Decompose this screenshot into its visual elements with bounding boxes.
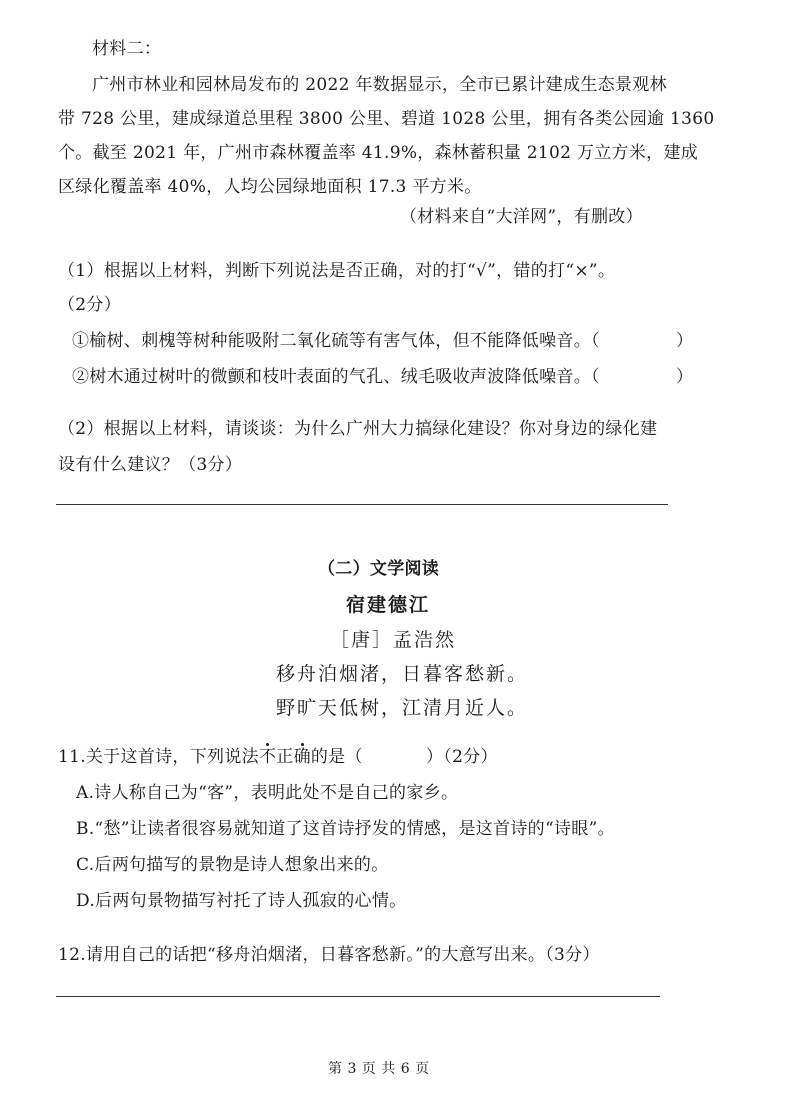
- material2-line-2: 带 728 公里，建成绿道总里程 3800 公里、碧道 1028 公里，拥有各类公园逾 1360: [58, 109, 715, 129]
- q11-option-b: B.“愁”让读者很容易就知道了这首诗抒发的情感，是这首诗的“诗眼”。: [76, 819, 615, 839]
- q11-mid: 正: [276, 747, 294, 767]
- q11-option-c: C.后两句描写的景物是诗人想象出来的。: [76, 855, 389, 875]
- q11-close-score: ）（2分）: [426, 747, 498, 767]
- poem-line-1: 移舟泊烟渚，日暮客愁新。: [276, 663, 529, 685]
- q1-item-2: ②树木通过树叶的微颤和枝叶表面的气孔、绒毛吸收声波降低噪音。（: [72, 367, 600, 387]
- material2-line-1: 广州市林业和园林局发布的 2022 年数据显示，全市已累计建成生态景观林: [92, 75, 667, 95]
- q12-answer-line: [56, 996, 660, 997]
- q11-emphasis-que: 确: [293, 747, 311, 767]
- q11-prefix: 11.关于这首诗，下列说法: [58, 747, 259, 767]
- page-number: 第 3 页 共 6 页: [328, 1061, 430, 1077]
- material2-line-4: 区绿化覆盖率 40%，人均公园绿地面积 17.3 平方米。: [58, 177, 482, 197]
- material2-line-3: 个。截至 2021 年，广州市森林覆盖率 41.9%，森林蓄积量 2102 万立方米，建成: [58, 143, 699, 163]
- q11-option-a: A.诗人称自己为“客”，表明此处不是自己的家乡。: [76, 783, 459, 803]
- q11-emphasis-bu: 不: [258, 747, 277, 767]
- q12-text: 12.请用自己的话把“移舟泊烟渚，日暮客愁新。”的大意写出来。（3分）: [58, 945, 600, 965]
- poem-author: ［唐］孟浩然: [330, 629, 457, 651]
- q2-line-1: （2）根据以上材料，请谈谈：为什么广州大力搞绿化建设？你对身边的绿化建: [58, 419, 658, 439]
- q11-suffix: 的是（: [310, 747, 363, 767]
- section2-heading: （二）文学阅读: [318, 559, 440, 579]
- q2-line-2: 设有什么建议？（3分）: [58, 455, 243, 475]
- material2-source: （材料来自“大洋网”，有删改）: [400, 207, 643, 227]
- q11-option-d: D.后两句景物描写衬托了诗人孤寂的心情。: [76, 891, 407, 911]
- q1-stem: （1）根据以上材料，判断下列说法是否正确，对的打“√”，错的打“×”。: [58, 261, 616, 281]
- q11-stem: [58, 746, 363, 768]
- q2-answer-line: [56, 504, 668, 505]
- poem-title: 宿建德江: [346, 594, 431, 616]
- q1-score: （2分）: [58, 295, 122, 315]
- q1-item-2-close: ）: [676, 367, 694, 387]
- material2-heading: 材料二：: [92, 39, 162, 59]
- q1-item-1-close: ）: [676, 331, 694, 351]
- q1-item-1: ①榆树、刺槐等树种能吸附二氧化硫等有害气体，但不能降低噪音。（: [72, 331, 600, 351]
- poem-line-2: 野旷天低树，江清月近人。: [276, 697, 529, 719]
